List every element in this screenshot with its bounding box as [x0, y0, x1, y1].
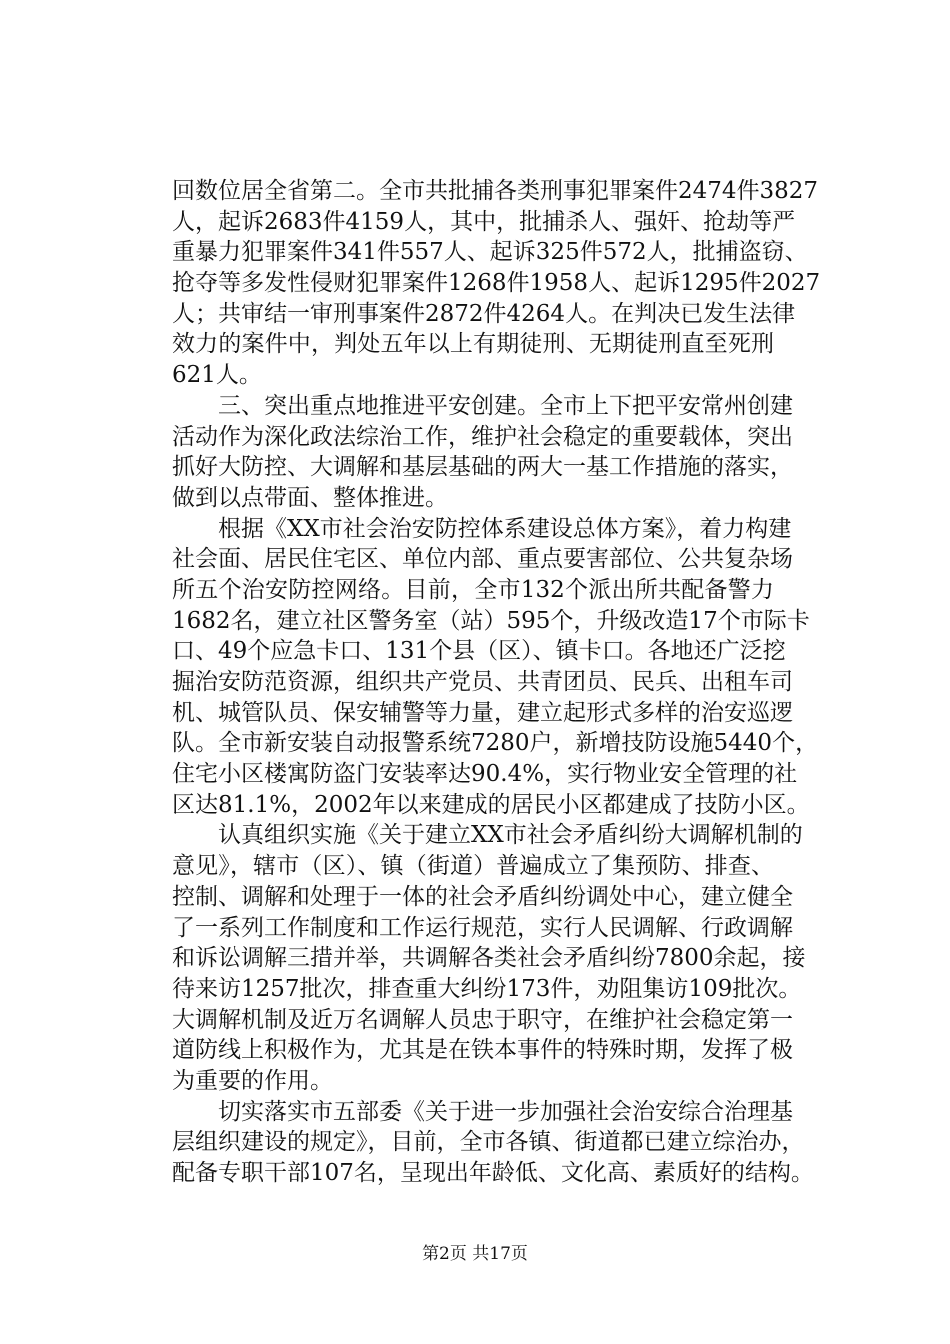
text-line: 回数位居全省第二。全市共批捕各类刑事犯罪案件2474件3827 [172, 178, 819, 204]
paragraph [172, 176, 821, 391]
text-line: 621人。 [172, 362, 262, 389]
text-line: 道防线上积极作为，尤其是在铁本事件的特殊时期，发挥了极 [172, 1037, 793, 1064]
text-line: 区达81.1%，2002年以来建成的居民小区都建成了技防小区。 [172, 791, 810, 818]
text-line: 人，起诉2683件4159人，其中，批捕杀人、强奸、抢劫等严 [172, 208, 796, 235]
text-line: 口、49个应急卡口、131个县（区）、镇卡口。各地还广泛挖 [172, 638, 786, 665]
paragraph [172, 820, 806, 1096]
text-line: 社会面、居民住宅区、单位内部、重点要害部位、公共复杂场 [172, 546, 793, 573]
text-line: 大调解机制及近万名调解人员忠于职守，在维护社会稳定第一 [172, 1006, 793, 1033]
paragraph [172, 391, 793, 514]
page-footer: 第2页 共17页 [422, 1244, 528, 1264]
text-line: 掘治安防范资源，组织共产党员、共青团员、民兵、出租车司 [172, 669, 793, 695]
paragraph [172, 514, 819, 821]
text-line: 住宅小区楼寓防盗门安装率达90.4%，实行物业安全管理的社 [172, 761, 798, 788]
text-line: 重暴力犯罪案件341件557人、起诉325件572人，批捕盗窃、 [172, 239, 808, 266]
text-line: 抓好大防控、大调解和基层基础的两大一基工作措施的落实， [172, 454, 793, 481]
paragraph [172, 1097, 814, 1189]
text-line: 机、城管队员、保安辅警等力量，建立起形式多样的治安巡逻 [172, 699, 793, 726]
text-line: 做到以点带面、整体推进。 [172, 484, 448, 511]
text-line: 切实落实市五部委《关于进一步加强社会治安综合治理基 [218, 1098, 793, 1125]
text-line: 1682名，建立社区警务室（站）595个，升级改造17个市际卡 [172, 607, 810, 634]
text-line: 层组织建设的规定》，目前，全市各镇、街道都已建立综治办， [172, 1129, 805, 1156]
text-line: 了一系列工作制度和工作运行规范，实行人民调解、行政调解 [172, 914, 793, 941]
text-line: 三、突出重点地推进平安创建。全市上下把平安常州创建 [218, 392, 793, 419]
text-line: 意见》，辖市（区）、镇（街道）普遍成立了集预防、排查、 [172, 853, 774, 880]
text-line: 控制、调解和处理于一体的社会矛盾纠纷调处中心，建立健全 [172, 883, 793, 910]
text-line: 根据《XX市社会治安防控体系建设总体方案》，着力构建 [218, 515, 792, 542]
text-line: 人；共审结一审刑事案件2872件4264人。在判决已发生法律 [172, 300, 796, 327]
text-line: 配备专职干部107名，呈现出年龄低、文化高、素质好的结构。 [172, 1160, 814, 1186]
document-body [172, 176, 821, 1189]
text-line: 抢夺等多发性侵财犯罪案件1268件1958人、起诉1295件2027 [172, 270, 821, 297]
text-line: 和诉讼调解三措并举，共调解各类社会矛盾纠纷7800余起，接 [172, 945, 806, 972]
text-line: 认真组织实施《关于建立XX市社会矛盾纠纷大调解机制的 [218, 822, 803, 849]
text-line: 为重要的作用。 [172, 1067, 333, 1094]
text-line: 效力的案件中，判处五年以上有期徒刑、无期徒刑直至死刑 [172, 331, 774, 358]
text-line: 队。全市新安装自动报警系统7280户，新增技防设施5440个， [172, 730, 819, 757]
text-line: 活动作为深化政法综治工作，维护社会稳定的重要载体，突出 [172, 423, 793, 450]
text-line: 待来访1257批次，排查重大纠纷173件，劝阻集访109批次。 [172, 975, 802, 1002]
text-line: 所五个治安防控网络。目前，全市132个派出所共配备警力 [172, 576, 774, 603]
